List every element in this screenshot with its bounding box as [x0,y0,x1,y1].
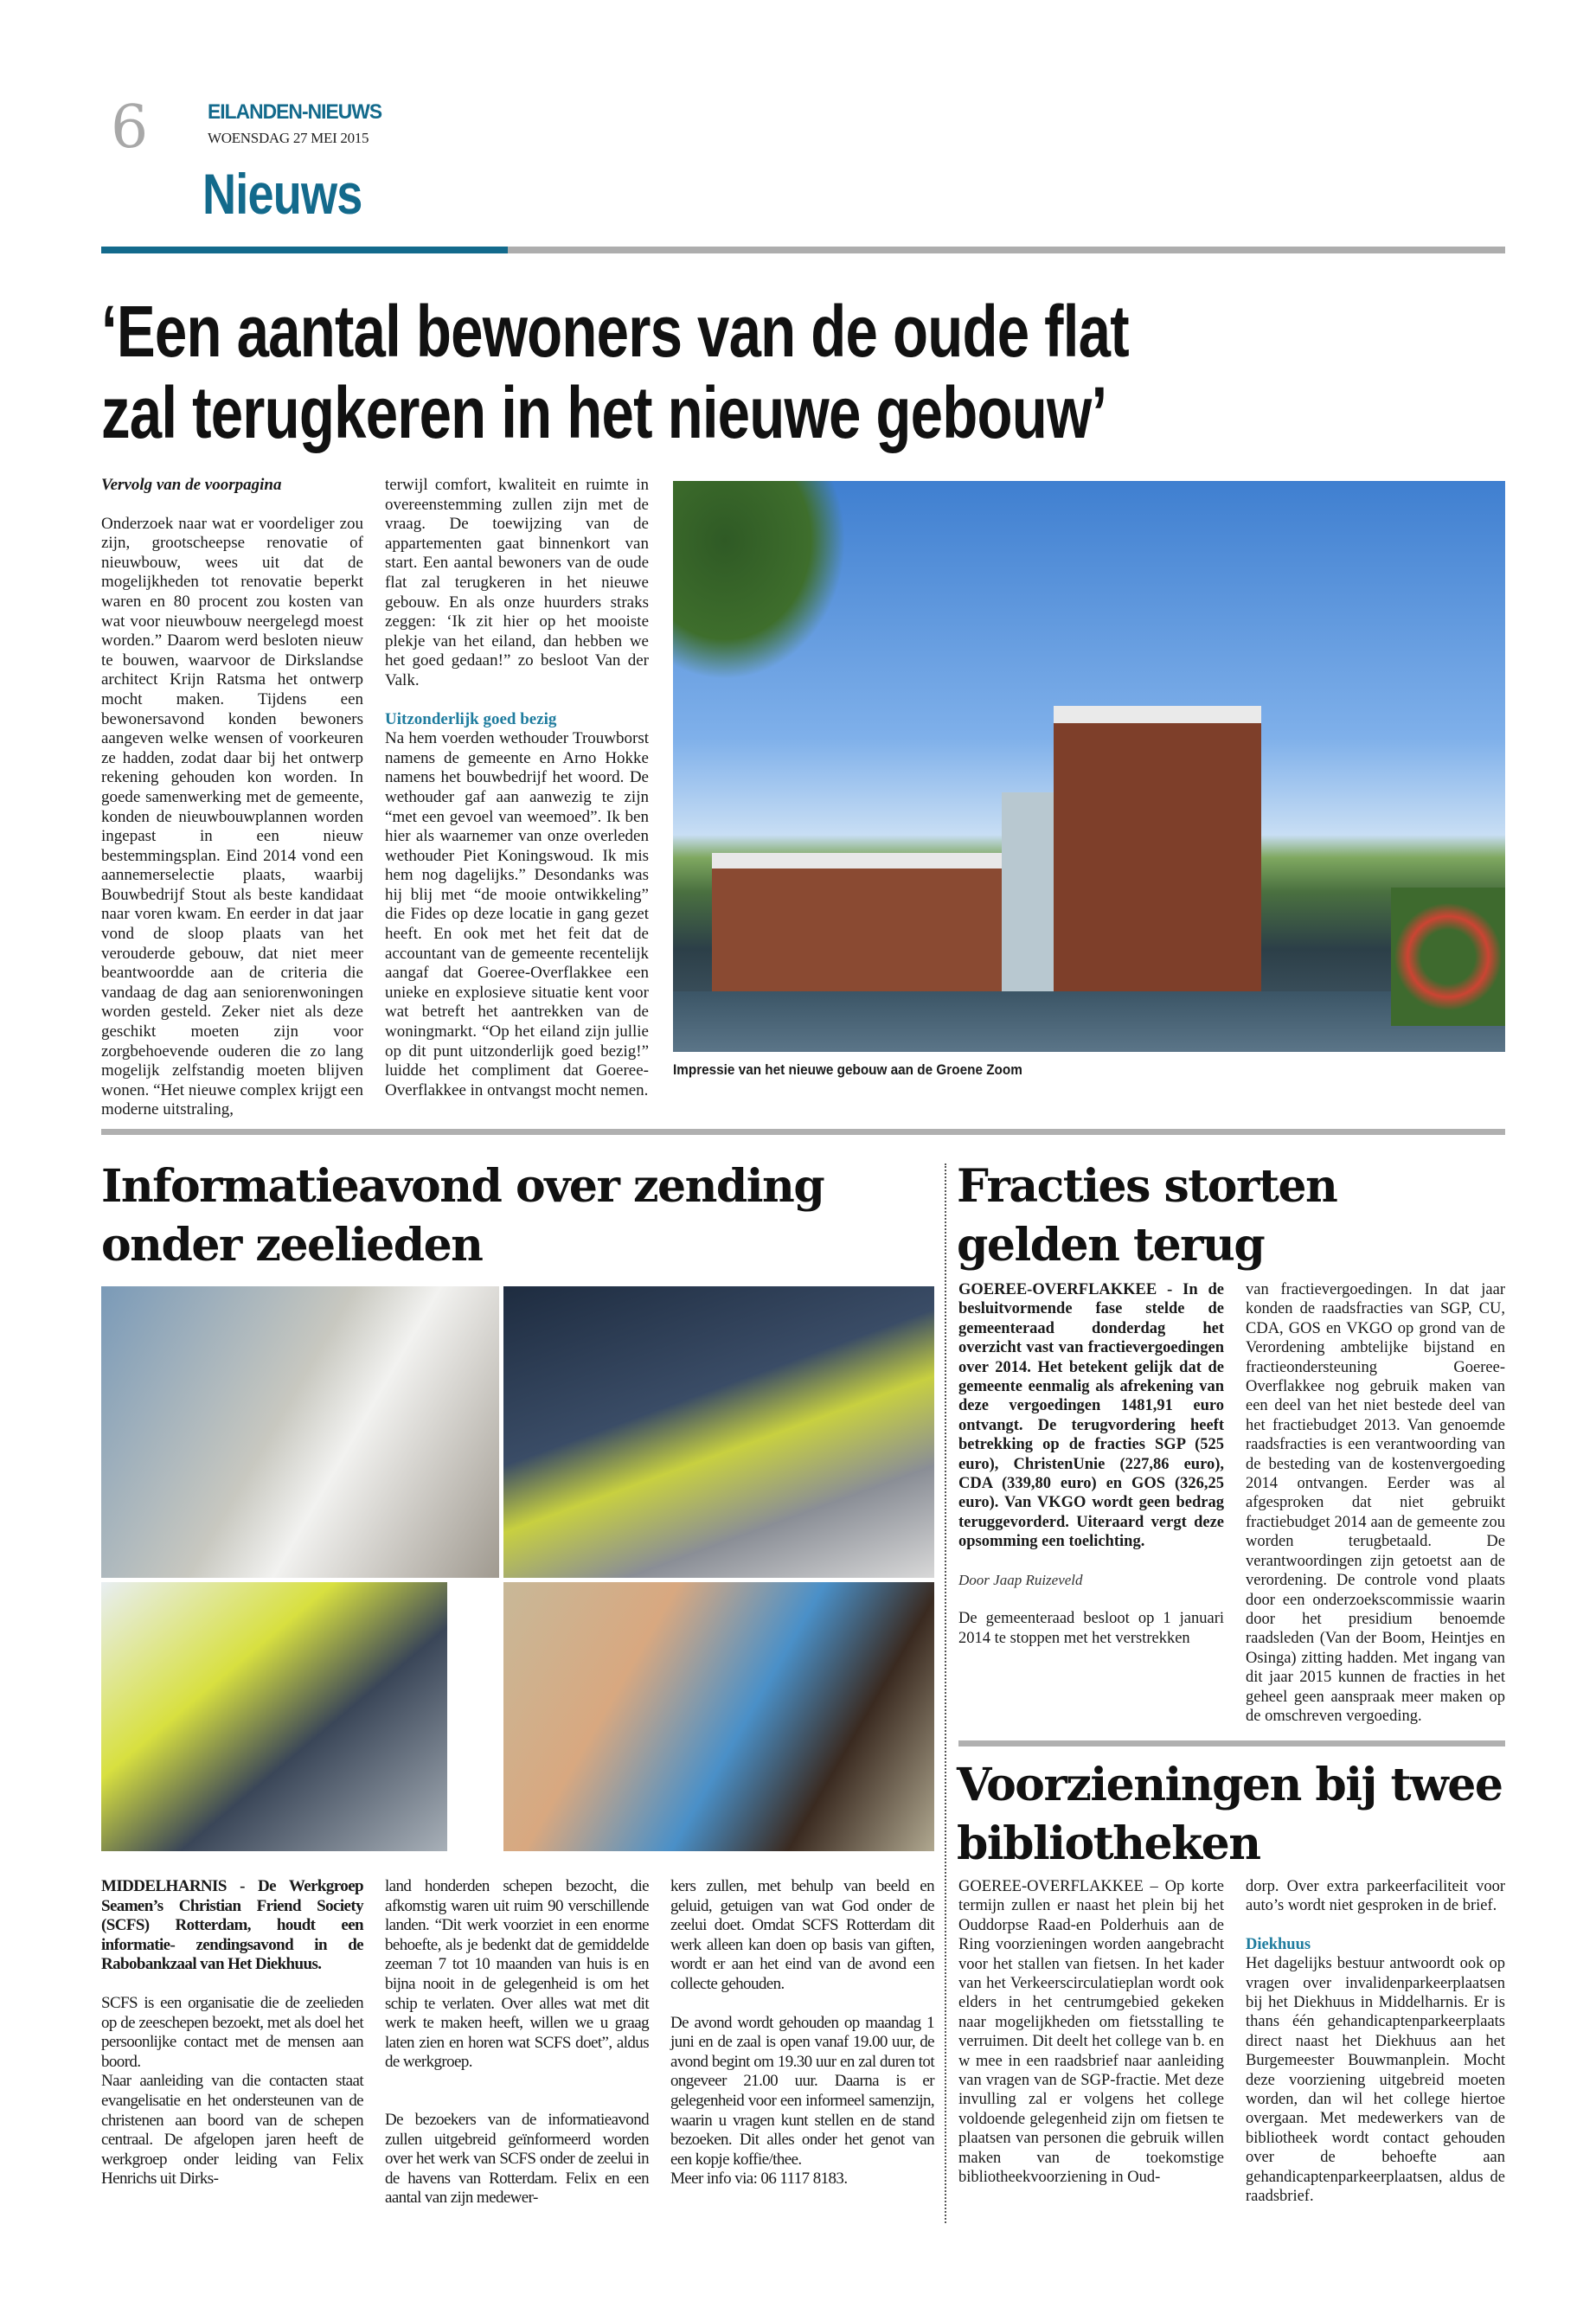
contact-info: Meer info via: 06 1117 8183. [670,2170,848,2189]
photo-sailor-officer [101,1286,499,1578]
paragraph: De avond wordt gehouden op maandag 1 juni en de zaal is open vanaf 19.00 uur, de avond begint om 19.30 uur en zal duren tot ongeveer 21.00 uur. Daarna is er gelegenheid voor een informeel samenzijn, waarin u vragen kunt stellen en de stand bezoeken. Dit alles onder het genot van een kopje koffie/thee. [670,2013,934,2169]
headline-line: ‘Een aantal bewoners van de oude flat [101,291,1129,372]
main-article-col2 [385,476,649,1100]
tree-foliage [673,481,846,680]
zending-headline [101,1157,824,1275]
paragraph: SCFS is een organisatie die de zeelieden op de zeeschepen bezoekt, met als doel het persoonlijke contact met de mensen aan boord. [101,1993,363,2071]
paragraph: De bezoekers van de informatieavond zullen uitgebreid geïnformeerd worden over het werk van SCFS onder de zeelui in de havens van Rotterdam. Felix en een aantal van zijn medewer- [385,2110,649,2208]
subheading: Uitzonderlijk goed bezig [385,709,557,728]
newspaper-logo: EILANDEN-NIEUWS [208,100,382,124]
headline-line: bibliotheken [957,1817,1260,1870]
paragraph: terwijl comfort, kwaliteit en ruimte in overeenstemming zullen zijn met de vraag. De toewijzing van de appartementen gaat binnenkort van start. Een aantal bewoners van de oude flat zal terugkeren in het nieuwe gebouw. En als onze huurders straks zeggen: ‘Ik zit hier op het mooiste plekje van het eiland, dan hebben we het goed gedaan!” zo besloot Van der Valk. [385,476,649,689]
photo-smiling-volunteers [503,1582,934,1851]
headline-line: Voorzieningen bij twee [957,1759,1503,1811]
headline-line: Informatieavond over zending [101,1160,824,1213]
main-article-col1 [101,476,363,1120]
pond-water [673,991,1505,1052]
photo-caption: Impressie van het nieuwe gebouw aan de Groene Zoom [673,1061,1022,1078]
building-impression-photo [673,481,1505,1052]
paragraph: dorp. Over extra parkeerfaciliteit voor auto’s wordt niet gesproken in de brief. [1246,1878,1505,1915]
fracties-col2 [1246,1280,1505,1726]
issue-date: WOENSDAG 27 MEI 2015 [208,130,369,146]
headline-line: onder zeelieden [101,1219,483,1272]
headline-line: Fracties storten [957,1160,1337,1213]
building-stairwell [1002,792,1054,996]
byline: Door Jaap Ruizeveld [958,1571,1083,1588]
section-rule [508,247,1505,253]
bieb-col1 [958,1877,1224,2188]
subheading: Diekhuus [1246,1935,1311,1953]
section-title: Nieuws [202,162,362,226]
lead: GOEREE-OVERFLAKKEE - In de besluitvormende fase stelde de gemeenteraad donderdag het overzicht vast van fractievergoedingen over 2014. Het betekent gelijk dat de gemeente eenmalig als afrekening van deze vergoedingen 1481,91 euro ontvangt. De terugvordering heeft betrekking op de fracties SGP (525 euro), ChristenUnie (227,86 euro), CDA (339,80 euro) en GOS (326,25 euro). Van VKGO wordt geen bedrag teruggevorderd. Uiteraard vergt deze opsomming een toelichting. [958,1281,1224,1551]
zending-col3 [670,1877,934,2189]
paragraph: Het dagelijks bestuur antwoordt ook op vragen over invalidenparkeerplaatsen bij het Diekhuus in Middelharnis. Er is thans één gehandicaptenparkeerplaats direct naast het Diekhuus aan het Burgemeester Bouwmanplein. Mocht deze voorziening uitgebreid moeten worden, dan wil het college hiertoe overgaan. Met medewerkers van de bibliotheek wordt contact gehouden over de behoefte aan gehandicaptenparkeerplaatsen, aldus de raadsbrief. [1246,1955,1505,2206]
bieb-headline [957,1756,1502,1874]
section-rule-accent [101,247,508,253]
page-number: 6 [111,93,149,162]
flower-bushes [1391,888,1505,1026]
kicker: Vervolg van de voorpagina [101,476,282,494]
headline-line: zal terugkeren in het nieuwe gebouw’ [101,372,1107,453]
paragraph: Onderzoek naar wat er voordeliger zou zijn, grootscheepse renovatie of nieuwbouw, wees uit dat de mogelijkheden tot renovatie beperkt waren en 80 procent zou kosten van wat voor nieuwbouw neergelegd moest worden.” Daarom werd besloten nieuw te bouwen, waarvoor de Dirkslandse architect Krijn Ratsma het ontwerp mocht maken. Tijdens een bewonersavond konden bewoners aangeven welke wensen of voorkeuren ze hadden, zodat daar bij het ontwerp rekening gehouden kon worden. In goede samenwerking met de gemeente, konden de nieuwbouwplannen worden ingepast in een nieuw bestemmingsplan. Eind 2014 vond een aannemerselectie plaats, waarbij Bouwbedrijf Stout als beste kandidaat naar voren kwam. En eerder in dat jaar vond de sloop plaats van het verouderde gebouw, dat niet meer beantwoordde aan de criteria die vandaag de dag aan seniorenwoningen worden gesteld. Zeker niet als deze geschikt moeten zijn voor zorgbehoevende ouderen die zo lang mogelijk zelfstandig moeten blijven wonen. “Het nieuwe complex krijgt een moderne uitstraling, [101,514,363,1119]
main-headline [101,291,1129,453]
paragraph: Naar aanleiding van die contacten staat evangelisatie en het ondersteunen van de christenen aan boord van de schepen centraal. De afgelopen jaren heeft de werkgroep onder leiding van Felix Henrichs uit Dirks- [101,2072,363,2189]
headline-line: gelden terug [957,1219,1265,1272]
photo-volunteers-van [503,1286,934,1578]
divider [958,1740,1505,1747]
paragraph: van fractievergoedingen. In dat jaar konden de raadsfracties van SGP, CU, CDA, GOS en VKGO op grond van de Verordening ambtelijke bijstand en fractieondersteuning Goeree-Overflakkee nog gebruik maken van een deel van het niet bestede deel van het fractiebudget 2013. Van genoemde raadsfracties is een verantwoording van de besteding van de kostenvergoeding 2014 ontvangen. Eerder was al afgesproken dat niet gebruikt fractiebudget 2014 aan de gemeente zou worden terugbetaald. De verantwoordingen zijn getoetst aan de verordening. De controle vond plaats door een onderzoekscommissie waarin door het presidium benoemde raadsleden (Van der Boom, Heintjes en Osinga) zitting hadden. Met ingang van dit jaar 2015 kunnen de fracties in het geheel geen aanspraak meer maken op de omschreven vergoeding. [1246,1281,1505,1725]
bieb-col2 [1246,1877,1505,2207]
paragraph: kers zullen, met behulp van beeld en geluid, getuigen van wat God onder de zeelui doet. Omdat SCFS Rotterdam dit werk alleen kan doen op basis van giften, wordt er aan het eind van de avond een collecte gehouden. [670,1877,934,1993]
fracties-col1 [958,1280,1224,1648]
paragraph: GOEREE-OVERFLAKKEE – Op korte termijn zullen er naast het plein bij het Ouddorpse Raad-en Polderhuis aan de Ring voorzieningen worden aangebracht voor het stallen van fietsen. In het kader van het Verkeerscirculatieplan wordt ook elders in het centrumgebied gekeken naar mogelijkheden om fietsstalling te verruimen. Dit deelt het college van b. en w mee in een raadsbrief naar aanleiding van vragen van de SGP-fractie. Met deze invulling zal er volgens het college voldoende gelegenheid zijn om fietsen te plaatsen van personen die gebruik willen maken van de toekomstige bibliotheekvoorziening in Oud- [958,1878,1224,2187]
lead: MIDDELHARNIS - De Werkgroep Seamen’s Christian Friend Society (SCFS) Rotterdam, houdt een informatie- zendingsavond in de Rabobankzaal van Het Diekhuus. [101,1877,363,1974]
paragraph: De gemeenteraad besloot op 1 januari 2014 te stoppen met het verstrekken [958,1610,1224,1647]
zending-col2 [385,1877,649,2208]
photo-visit-cabin [101,1582,447,1851]
zending-col1 [101,1877,363,2189]
paragraph: Na hem voerden wethouder Trouwborst namens de gemeente en Arno Hokke namens het bouwbedrijf het woord. De wethouder gaf aan aanwezig te zijn “met een gevoel van weemoed”. Ik ben hier als waarnemer van onze overleden wethouder Piet Koningswoud. Ik mis hem nog dagelijks.” Desondanks was hij blij met “de mooie ontwikkeling” die Fides op deze locatie in gang gezet heeft. En ook met het feit dat de accountant van de gemeente recentelijk aangaf dat Goeree-Overflakkee een unieke en explosieve situatie kent voor wat betreft het aantrekken van de woningmarkt. “Op het eiland zijn jullie op dit punt uitzonderlijk goed bezig!” luidde het compliment dat Goeree-Overflakkee in ontvangst mocht nemen. [385,729,649,1099]
fracties-headline [957,1157,1336,1275]
divider [101,1129,1505,1135]
paragraph: land honderden schepen bezocht, die afkomstig waren uit ruim 90 verschillende landen. “Dit werk voorziet in een enorme behoefte, als je bedenkt dat de gemiddelde zeeman 7 tot 10 maanden van huis is en bijna nooit in de gelegenheid is om het schip te verlaten. Over alles wat met dit werk te maken heeft, willen we u graag laten zien en horen wat SCFS doet”, aldus de werkgroep. [385,1877,649,2072]
building-tower [1054,706,1261,996]
column-divider-dotted [945,1163,946,2223]
